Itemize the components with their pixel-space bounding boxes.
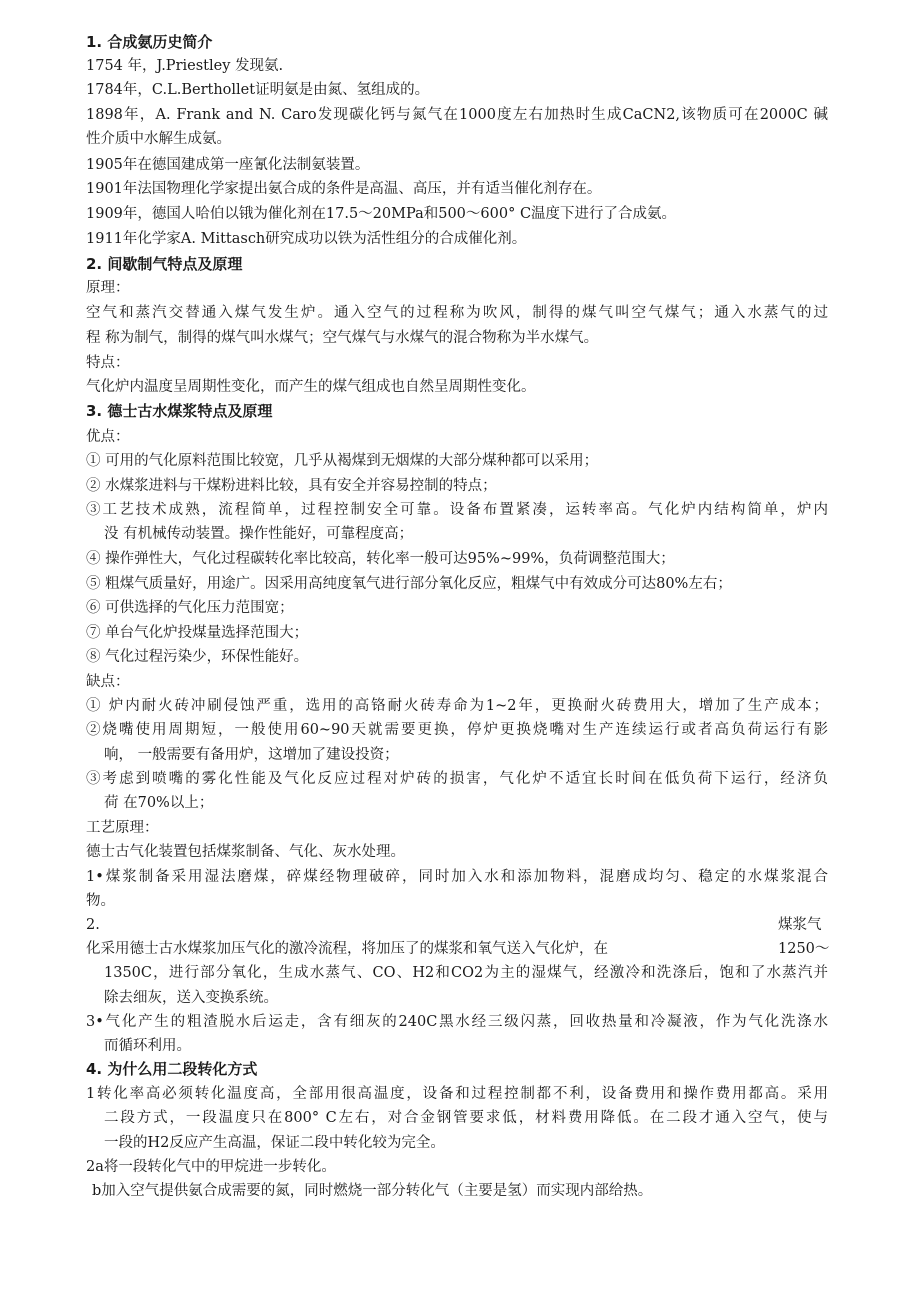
text-line: 1909年，德国人哈伯以锇为催化剂在17.5〜20MPa和500〜600° C温度下进行了合成氨。 [86, 206, 677, 222]
text-line: 煤浆气 [778, 917, 822, 933]
text-line: 程 称为制气，制得的煤气叫水煤气；空气煤气与水煤气的混合物称为半水煤气。 [86, 330, 599, 346]
text-line: 1•煤浆制备采用湿法磨煤，碎煤经物理破碎，同时加入水和添加物料，混磨成均匀、稳定的水煤浆混合 [86, 869, 828, 885]
text-line: 1转化率高必须转化温度高，全部用很高温度，设备和过程控制都不利，设备费用和操作费用都高。采用 [86, 1086, 828, 1102]
section-heading: 4. 为什么用二段转化方式 [86, 1060, 258, 1078]
text-line: 1754 年，J.Priestley 发现氨. [86, 58, 284, 74]
text-line: 1901年法国物理化学家提出氨合成的条件是高温、高压，并有适当催化剂存在。 [86, 181, 602, 197]
text-line: ②烧嘴使用周期短，一般使用60~90天就需要更换，停炉更换烧嘴对生产连续运行或者高负荷运行有影 [86, 722, 828, 738]
text-line: 3•气化产生的粗渣脱水后运走，含有细灰的240C黑水经三级闪蒸，回收热量和冷凝液，作为气化洗涤水 [86, 1014, 828, 1030]
section-heading: 2. 间歇制气特点及原理 [86, 255, 243, 273]
text-line: 荷 在70%以上； [104, 795, 214, 811]
text-line: 1911年化学家A. Mittasch研究成功以铁为活性组分的合成催化剂。 [86, 231, 527, 247]
text-line: 空气和蒸汽交替通入煤气发生炉。通入空气的过程称为吹风，制得的煤气叫空气煤气；通入水蒸气的过 [86, 305, 828, 321]
text-line: ② 水煤浆进料与干煤粉进料比较，具有安全并容易控制的特点； [86, 478, 497, 494]
text-line: 气化炉内温度呈周期性变化，而产生的煤气组成也自然呈周期性变化。 [86, 379, 536, 395]
text-line: 性介质中水解生成氨。 [86, 131, 231, 147]
text-line: 1350C，进行部分氧化，生成水蒸气、CO、H2和CO2为主的湿煤气，经激冷和洗涤后，饱和了水蒸汽并 [104, 965, 828, 981]
text-line: 优点： [86, 429, 130, 445]
text-line: 一段的H2反应产生高温，保证二段中转化较为完全。 [104, 1135, 445, 1151]
text-line: 特点： [86, 355, 130, 371]
text-line: 1905年在德国建成第一座氰化法制氨装置。 [86, 157, 370, 173]
text-line: ⑥ 可供选择的气化压力范围宽； [86, 600, 294, 616]
text-line: b加入空气提供氨合成需要的氮，同时燃烧一部分转化气（主要是氢）而实现内部给热。 [92, 1183, 653, 1199]
text-line: ⑦ 单台气化炉投煤量选择范围大； [86, 625, 309, 641]
text-line: ① 炉内耐火砖冲刷侵蚀严重，选用的高铬耐火砖寿命为1~2年，更换耐火砖费用大，增加了生产成本； [86, 698, 828, 714]
section-heading: 3. 德士古水煤浆特点及原理 [86, 402, 273, 420]
text-line: 1250〜 [778, 941, 830, 957]
text-line: ① 可用的气化原料范围比较宽，几乎从褐煤到无烟煤的大部分煤种都可以采用； [86, 453, 599, 469]
text-line: ③工艺技术成熟，流程简单，过程控制安全可靠。设备布置紧凑，运转率高。气化炉内结构简单，炉内 [86, 502, 828, 518]
text-line: ⑧ 气化过程污染少，环保性能好。 [86, 649, 309, 665]
text-line: 缺点： [86, 674, 130, 690]
text-line: ③考虑到喷嘴的雾化性能及气化反应过程对炉砖的损害，气化炉不适宜长时间在低负荷下运行，经济负 [86, 771, 828, 787]
text-line: 2a将一段转化气中的甲烷进一步转化。 [86, 1159, 336, 1175]
text-line: 原理： [86, 280, 130, 296]
text-line: ④ 操作弹性大，气化过程碳转化率比较高，转化率一般可达95%~99%，负荷调整范围大； [86, 551, 675, 567]
text-line: 除去细灰，送入变换系统。 [104, 990, 278, 1006]
text-line: 响， 一般需要有备用炉，这增加了建设投资； [104, 747, 399, 763]
text-line: 物。 [86, 893, 115, 909]
text-line: 1898年，A. Frank and N. Caro发现碳化钙与氮气在1000度左右加热时生成CaCN2,该物质可在2000C 碱 [86, 107, 828, 123]
text-line: 2. [86, 917, 100, 933]
text-line: 德士古气化装置包括煤浆制备、气化、灰水处理。 [86, 844, 405, 860]
section-heading: 1. 合成氨历史简介 [86, 33, 213, 51]
text-line: 而循环利用。 [104, 1038, 191, 1054]
text-line: 1784年，C.L.Berthollet证明氨是由氮、氢组成的。 [86, 82, 430, 98]
text-line: 工艺原理： [86, 820, 159, 836]
text-line: 化采用德士古水煤浆加压气化的激冷流程，将加压了的煤浆和氧气送入气化炉，在 [86, 941, 608, 957]
text-line: ⑤ 粗煤气质量好，用途广。因采用高纯度氧气进行部分氧化反应，粗煤气中有效成分可达80%左右； [86, 576, 732, 592]
text-line: 没 有机械传动装置。操作性能好，可靠程度高； [104, 526, 414, 542]
text-line: 二段方式，一段温度只在800° C左右，对合金钢管要求低，材料费用降低。在二段才通入空气，使与 [104, 1110, 828, 1126]
